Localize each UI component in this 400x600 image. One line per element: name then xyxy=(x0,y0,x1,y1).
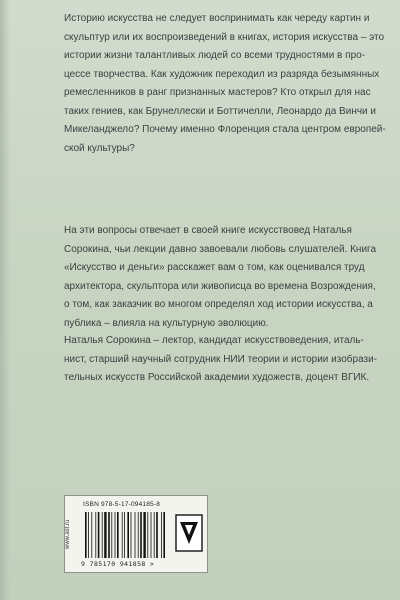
text-line: скульптур или их воспроизведений в книгах, история искусства – это xyxy=(64,31,385,43)
barcode-panel xyxy=(64,495,208,573)
barcode-digits: 9 785170 941858 > xyxy=(81,560,155,568)
text-line: ремесленников в ранг признанных мастеров? Кто открыл для нас xyxy=(64,87,371,98)
publisher-logo-icon xyxy=(175,514,203,552)
text-line: нист, старший научный сотрудник НИИ теории и истории изобрази- xyxy=(64,353,378,365)
text-line: истории жизни талантливых людей со всеми трудностями в про- xyxy=(64,50,366,61)
spine-shadow xyxy=(0,0,10,600)
text-line: «Искусство и деньги» расскажет вам о том, как оценивался труд xyxy=(64,262,365,273)
text-line: Сорокина, чьи лекции давно завоевали любовь слушателей. Книга xyxy=(64,243,377,255)
text-line: ской культуры? xyxy=(64,142,135,154)
isbn-label: ISBN 978-5-17-094185-8 xyxy=(83,501,161,508)
text-line: публика – влияла на культурную эволюцию. xyxy=(64,317,269,329)
text-line: Микеланджело? Почему именно Флоренция стала центром европей- xyxy=(64,124,386,135)
paragraph-intro xyxy=(64,10,386,158)
text-line: Историю искусства не следует воспринимать как череду картин и xyxy=(64,13,370,24)
text-line: цессе творчества. Как художник переходил из разряда безымянных xyxy=(64,68,380,80)
text-line: таких гениев, как Брунеллески и Боттичелли, Леонардо да Винчи и xyxy=(64,105,376,117)
publisher-site: www.ast.ru xyxy=(65,519,71,549)
text-line: Наталья Сорокина – лектор, кандидат искусствоведения, италь- xyxy=(64,335,364,346)
text-line: архитектора, скульптора или живописца во времена Возрождения, xyxy=(64,280,376,292)
text-line: На эти вопросы отвечает в своей книге искусствовед Наталья xyxy=(64,225,352,236)
text-line: о том, как заказчик во многом определял ход истории искусства, а xyxy=(64,299,373,310)
paragraph-author-bio xyxy=(64,332,378,388)
paragraph-book-description xyxy=(64,222,377,333)
text-line: тельных искусств Российской академии художеств, доцент ВГИК. xyxy=(64,372,370,383)
barcode-image xyxy=(83,512,171,560)
